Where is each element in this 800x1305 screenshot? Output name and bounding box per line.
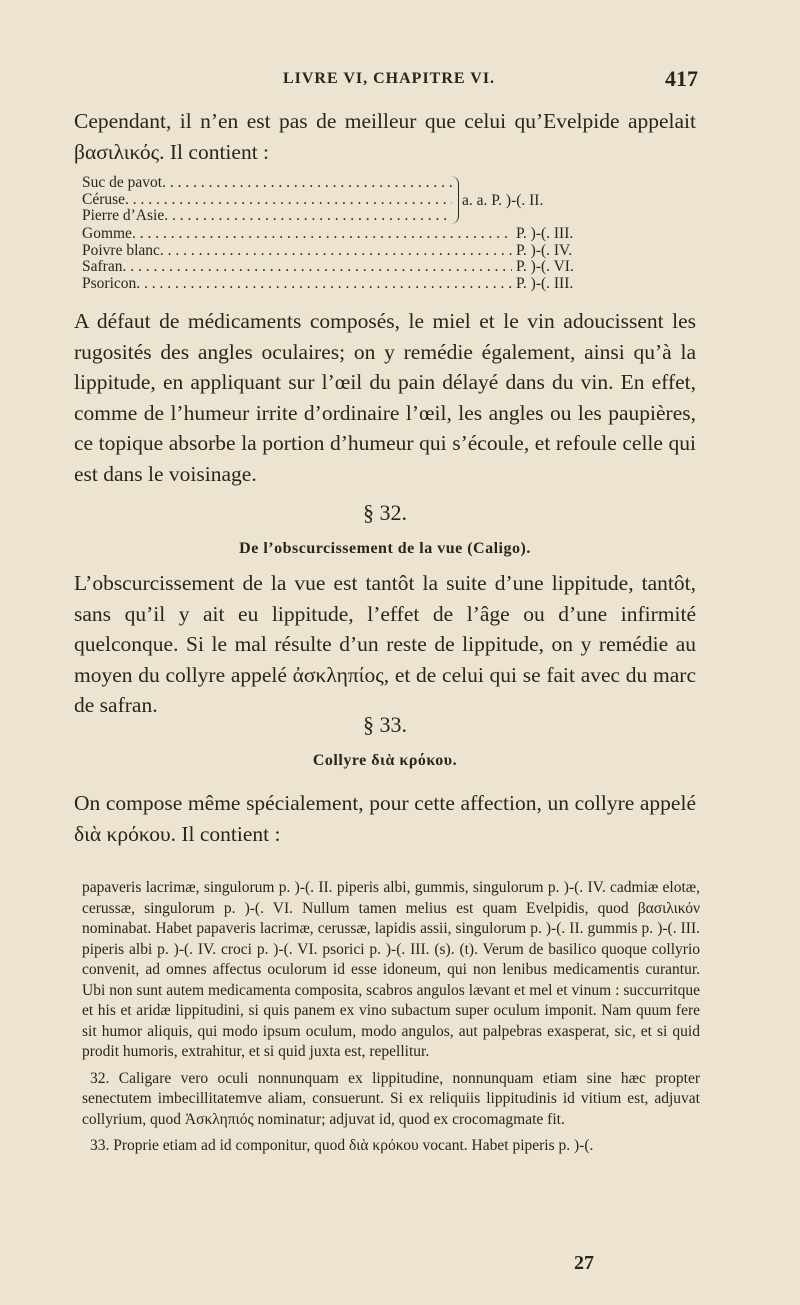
running-header: LIVRE VI, CHAPITRE VI. [282,70,496,87]
latin-paragraph: 33. Proprie etiam ad id componitur, quod διὰ κρόκου vocant. Habet piperis p. )-(. [90,1137,594,1154]
ingredient-list [82,226,602,292]
grouped-ingredients [82,174,452,224]
ingredient-row: Safran . . . P. )-(. VI. [82,259,602,276]
ingredient-row: Suc de pavot . . . [82,174,452,191]
section-33-title: Collyre διὰ κρόκου. [312,752,458,769]
ingredient-row: Psoricon . . . P. )-(. III. [82,276,602,293]
section-32-title: De l’obscurcissement de la vue (Caligo). [239,540,531,557]
section-32-number: § 32. [363,500,407,525]
latin-paragraph: papaveris lacrimæ, singulorum p. )-(. II. piperis albi, gummis, singulorum p. )-(. IV. cadmiæ elotæ, cerussæ, singulorum p. )-(. VI. Nullum tamen melius est quam Evelpidis, quod βασιλικόν nominabat. Habet papaveris lacrimæ, cerussæ, lapidis assii, singulorum p. )-(. II. gummis p. )-(. III. piperis albi p. )-(. IV. croci p. )-(. VI. psorici p. )-(. III. (s). (t). Verum de basilico quoque collyrio convenit, ad omnes affectus oculorum id esse idoneum, qui non lenibus medicamentis curantur. Ubi non sunt autem medicamenta composita, scabros angulos lævant et mel et vinum : succurritque et his et aridæ lippitudini, si quis panem ex vino subactum super oculum imponit. Nam quum fere sit humor aliquis, qui modo ipsum oculum, modo angulos, aut palpebras exasperat, sic, et si quid prodit humoris, extrahitur, et si quid juxta est, repellitur. [82,879,700,1060]
ingredient-row: Gomme . . . P. )-(. III. [82,226,602,243]
section-33-number: § 33. [363,712,407,737]
ingredient-row: Pierre d’Asie . . . [82,207,452,224]
latin-footnotes [82,878,700,1157]
page-number: 417 [665,66,698,91]
ingredient-row: Céruse . . . [82,191,452,208]
intro-paragraph: Cependant, il n’en est pas de meilleur que celui qu’Evelpide appelait βασιλικός. Il contient : [74,109,696,164]
printer-signature: 27 [574,1252,594,1274]
curly-brace [450,176,459,224]
paragraph-3: On compose même spécialement, pour cette affection, un collyre appelé διὰ κρόκου. Il contient : [74,791,696,846]
paragraph-1: A défaut de médicaments composés, le miel et le vin adoucissent les rugosités des angles oculaires; on y remédie également, ainsi qu’à la lippitude, en appliquant sur l’œil du pain délayé dans du vin. En effet, comme de l’humeur irrite d’ordinaire l’œil, les angles ou les paupières, ce topique absorbe la portion d’humeur qui s’écoule, et refoule celle qui est dans le voisinage. [74,309,696,486]
latin-paragraph: 32. Caligare vero oculi nonnunquam ex lippitudine, nonnunquam etiam sine hæc propter senectutem imbecillitatemve aliam, consuerunt. Si ex reliquiis lippitudinis id vitium est, adjuvat collyrium, quod Ἀσκληπιός nominatur; adjuvat id, quod ex crocomagmate fit. [82,1069,700,1128]
paragraph-2: L’obscurcissement de la vue est tantôt la suite d’une lippitude, tantôt, sans qu’il y ait eu lippitude, l’effet de l’âge ou d’une infirmité quelconque. Si le mal résulte d’un reste de lippitude, on y remédie au moyen du collyre appelé ἀσκληπίος, et de celui qui se fait avec du marc de safran. [74,571,696,717]
ingredient-row: Poivre blanc . . . P. )-(. IV. [82,243,602,260]
grouped-dose: a. a. P. )-(. II. [462,192,544,209]
